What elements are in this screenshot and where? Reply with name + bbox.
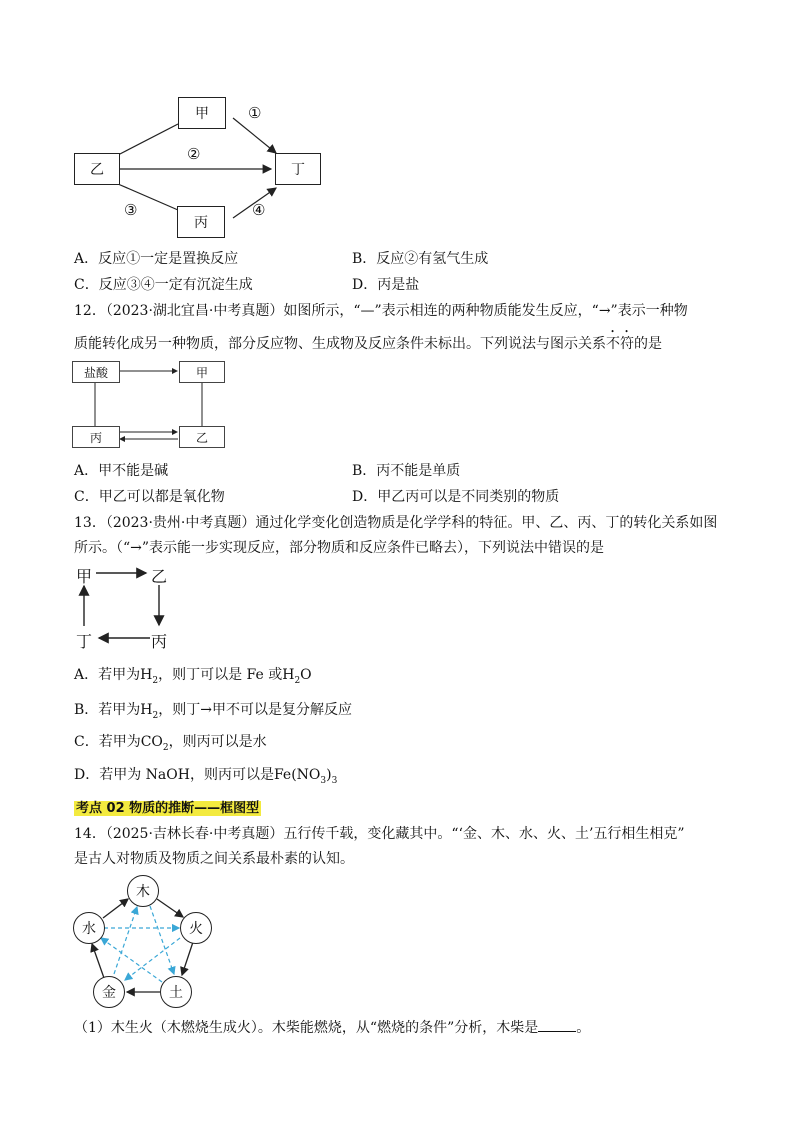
q11-box-yi: 乙 <box>74 153 120 185</box>
q12-stem-line1: 12．（2023·湖北宜昌·中考真题）如图所示，“—”表示相连的两种物质能发生反应，“→”表示一种物 <box>74 303 688 319</box>
q14-stem-line2: 是古人对物质及物质之间关系最朴素的认知。 <box>74 851 354 867</box>
q12-box-bing: 丙 <box>72 426 120 448</box>
q14-sub1-end: 。 <box>576 1020 591 1036</box>
q12-stem-end: 的是 <box>634 336 662 352</box>
q11-connectors <box>0 0 800 250</box>
q11-box-jia: 甲 <box>178 97 226 129</box>
q11-box-ding: 丁 <box>275 153 321 185</box>
q14-sub1-text: （1）木生火（木燃烧生成火）。木柴能燃烧，从“燃烧的条件”分析，木柴是 <box>74 1020 539 1036</box>
q13-node-ding: 丁 <box>76 632 93 651</box>
q12-option-b: B．丙不能是单质 <box>352 463 461 479</box>
q13-node-bing: 丙 <box>151 632 168 651</box>
q12-stem-text: 质能转化成另一种物质，部分反应物、生成物及反应条件未标出。下列说法与图示关系 <box>74 336 606 352</box>
q13-option-c-pre: C．若甲为 <box>74 734 141 750</box>
q11-option-b: B．反应②有氢气生成 <box>352 251 489 267</box>
formula-h2o: $H_2O$ <box>282 667 312 686</box>
formula-h2: $H_2$ <box>140 667 159 686</box>
q13-option-b-pre: B．若甲为 <box>74 702 141 718</box>
q11-option-d: D．丙是盐 <box>352 277 420 293</box>
q14-stem-line1: 14．（2025·吉林长春·中考真题）五行传千载，变化藏其中。“‘金、木、水、火、土’五行相生相克” <box>74 826 685 842</box>
q14-node-huo: 火 <box>180 912 212 944</box>
q12-emphasis: 不符 <box>606 336 634 352</box>
q13-stem-line2: 所示。（“→”表示能一步实现反应，部分物质和反应条件已略去），下列说法中错误的是 <box>74 540 605 556</box>
q14-sub1 <box>74 1017 590 1039</box>
q13-stem-line1: 13．（2023·贵州·中考真题）通过化学变化创造物质是化学学科的特征。甲、乙、丙、丁的转化关系如图 <box>74 515 718 531</box>
q13-option-a-pre: A．若甲为 <box>74 667 141 683</box>
q13-option-d <box>74 765 337 791</box>
q12-option-a: A．甲不能是碱 <box>74 463 169 479</box>
q11-label-3: ③ <box>124 201 138 219</box>
q11-label-4: ④ <box>252 201 266 219</box>
q13-node-yi: 乙 <box>151 567 168 586</box>
q14-node-jin: 金 <box>93 976 125 1008</box>
q12-option-c: C．甲乙可以都是氧化物 <box>74 489 225 505</box>
q13-node-jia: 甲 <box>76 567 93 586</box>
section-title: 考点 02 物质的推断——框图型 <box>76 801 260 816</box>
q12-box-yi: 乙 <box>179 426 225 448</box>
answer-blank[interactable] <box>538 1017 576 1032</box>
formula-h2: $H_2$ <box>140 702 159 721</box>
q12-option-d: D．甲乙丙可以是不同类别的物质 <box>352 489 560 505</box>
q12-box-jia: 甲 <box>179 361 225 383</box>
section-header <box>74 797 261 819</box>
q13-option-b-post: ，则丁→甲不可以是复分解反应 <box>158 702 352 718</box>
q13-option-c-post: ，则丙可以是水 <box>168 734 267 750</box>
formula-fe-no3-3: $Fe(NO_3)_3$ <box>273 767 338 786</box>
formula-co2: $CO_2$ <box>140 734 169 753</box>
q14-node-tu: 土 <box>160 976 192 1008</box>
q13-option-b <box>74 700 352 726</box>
q14-node-mu: 木 <box>127 875 159 907</box>
q11-option-a: A．反应①一定是置换反应 <box>74 251 239 267</box>
q11-label-1: ① <box>248 104 262 122</box>
q11-option-c: C．反应③④一定有沉淀生成 <box>74 277 253 293</box>
q11-box-bing: 丙 <box>177 206 225 238</box>
q13-option-a <box>74 665 312 691</box>
q13-option-c <box>74 732 267 758</box>
q13-option-a-mid: ，则丁可以是 Fe 或 <box>158 667 283 683</box>
q12-box-hcl: 盐酸 <box>72 361 120 383</box>
q13-option-d-pre: D．若甲为 NaOH，则丙可以是 <box>74 767 274 783</box>
q13-connectors <box>0 560 300 650</box>
q11-label-2: ② <box>187 145 201 163</box>
q14-node-shui: 水 <box>73 912 105 944</box>
